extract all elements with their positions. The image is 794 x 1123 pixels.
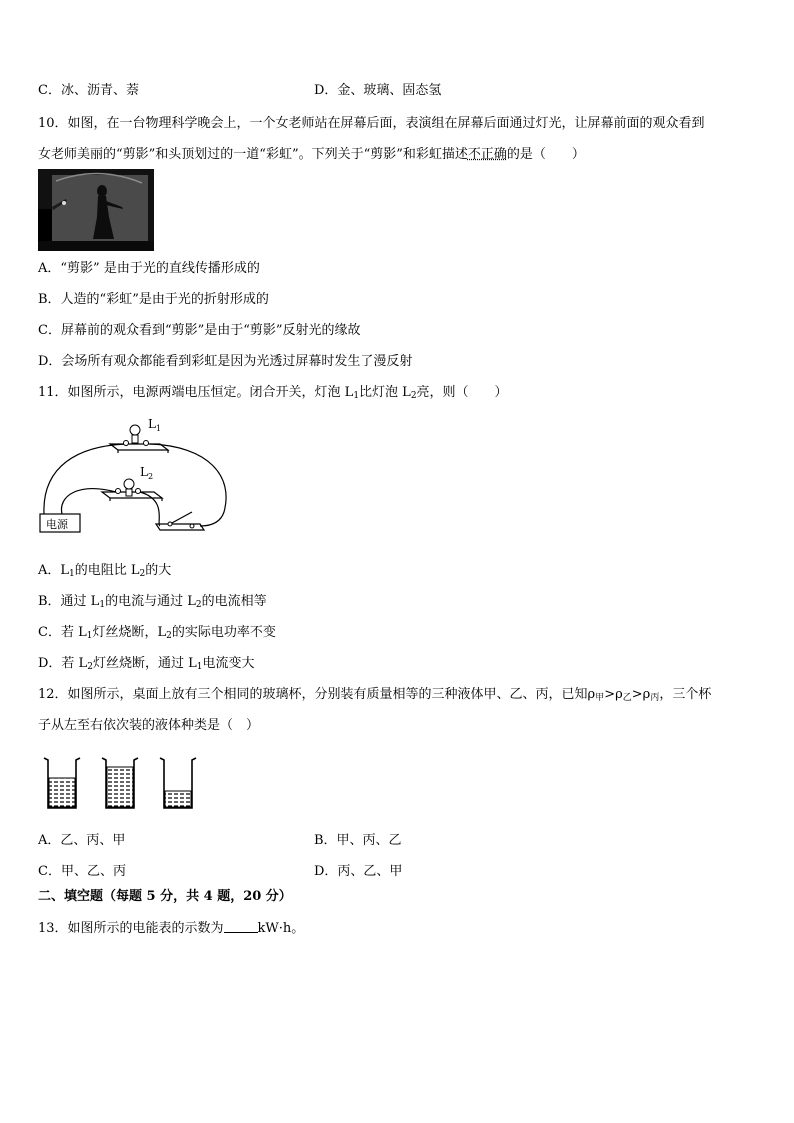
q10-option-c: C．屏幕前的观众看到“剪影”是由于“剪影”反射光的缘故 (38, 323, 361, 338)
text: kW·h。 (257, 921, 305, 936)
text: ，三个杯 (659, 687, 712, 702)
subscript: 2 (87, 662, 93, 672)
text: 电流变大 (202, 656, 255, 671)
q10-stem-part: 的是（ ） (506, 147, 585, 162)
q10-stem-line2 (38, 146, 585, 164)
q12-option-d: D．丙、乙、甲 (314, 864, 403, 879)
answer-blank[interactable] (224, 920, 258, 933)
subscript: 1 (69, 569, 75, 579)
q10-stem-line1: 10．如图，在一台物理科学晚会上，一个女老师站在屏幕后面，表演组在屏幕后面通过灯光，让屏幕前面的观众看到 (38, 116, 705, 131)
q12-option-c: C．甲、乙、丙 (38, 864, 126, 879)
text: D．若 L (38, 656, 88, 671)
label-l1: $L_1$ (148, 417, 162, 433)
subscript: 2 (166, 631, 172, 641)
q10-stem-part: 女老师美丽的“剪影”和头顶划过的一道“彩虹”。下列关于“剪影”和彩虹描述 (38, 147, 468, 162)
text: 的实际电功率不变 (171, 625, 276, 640)
q12-stem-line1 (38, 686, 711, 707)
subscript: 乙 (622, 693, 632, 703)
q10-option-a: A．“剪影” 是由于光的直线传播形成的 (38, 261, 260, 276)
subscript: 2 (139, 569, 146, 579)
text: 12．如图所示，桌面上放有三个相同的玻璃杯，分别装有质量相等的三种液体甲、乙、丙，已知ρ (38, 687, 596, 702)
q10-option-d: D．会场所有观众都能看到彩虹是因为光透过屏幕时发生了漫反射 (38, 354, 413, 369)
text: 灯丝烧断，L (92, 625, 167, 640)
q9-option-c: C．冰、沥青、萘 (38, 83, 139, 98)
text: 的电流与通过 L (105, 594, 196, 609)
q12-option-a: A．乙、丙、甲 (38, 833, 126, 848)
q11-option-d (38, 655, 254, 676)
q9-option-d: D．金、玻璃、固态氢 (314, 83, 442, 98)
text: A．L (38, 563, 70, 578)
subscript: 丙 (650, 693, 660, 703)
q10-option-b: B．人造的“彩虹”是由于光的折射形成的 (38, 292, 269, 307)
q11-option-b (38, 593, 267, 614)
silhouette-photo (38, 169, 154, 251)
text: 的电流相等 (201, 594, 267, 609)
subscript: 1 (353, 391, 360, 401)
text: C．若 L (38, 625, 87, 640)
text: 的电阻比 L (74, 563, 140, 578)
q12-option-b: B．甲、丙、乙 (314, 833, 402, 848)
subscript: 2 (410, 391, 417, 401)
section-heading: 二、填空题（每题 5 分，共 4 题，20 分） (38, 889, 292, 904)
text: 13．如图所示的电能表的示数为 (38, 921, 224, 936)
subscript: 甲 (595, 693, 605, 703)
q12-stem-line2: 子从左至右依次装的液体种类是（ ） (38, 718, 260, 733)
q11-stem-part: 比灯泡 L (359, 385, 411, 400)
q13-stem (38, 920, 304, 938)
text: 灯丝烧断，通过 L (92, 656, 197, 671)
text: >ρ (631, 687, 651, 702)
label-l2: $L_2$ (140, 465, 154, 481)
q11-stem-part: 亮，则（ ） (416, 385, 508, 400)
q11-option-a (38, 562, 171, 583)
subscript: 2 (195, 600, 202, 610)
beakers-figure (42, 756, 212, 812)
q10-stem-emphasis: 不正确 (467, 147, 507, 162)
subscript: 1 (196, 662, 203, 672)
text: 的大 (145, 563, 172, 578)
text: >ρ (604, 687, 623, 702)
power-label: 电源 (46, 518, 68, 531)
text: B．通过 L (38, 594, 100, 609)
circuit-diagram (38, 416, 234, 538)
subscript: 1 (86, 631, 93, 641)
q11-stem-part: 11．如图所示，电源两端电压恒定。闭合开关，灯泡 L (38, 385, 354, 400)
q11-stem (38, 384, 508, 405)
subscript: 1 (99, 600, 106, 610)
q11-option-c (38, 624, 276, 645)
